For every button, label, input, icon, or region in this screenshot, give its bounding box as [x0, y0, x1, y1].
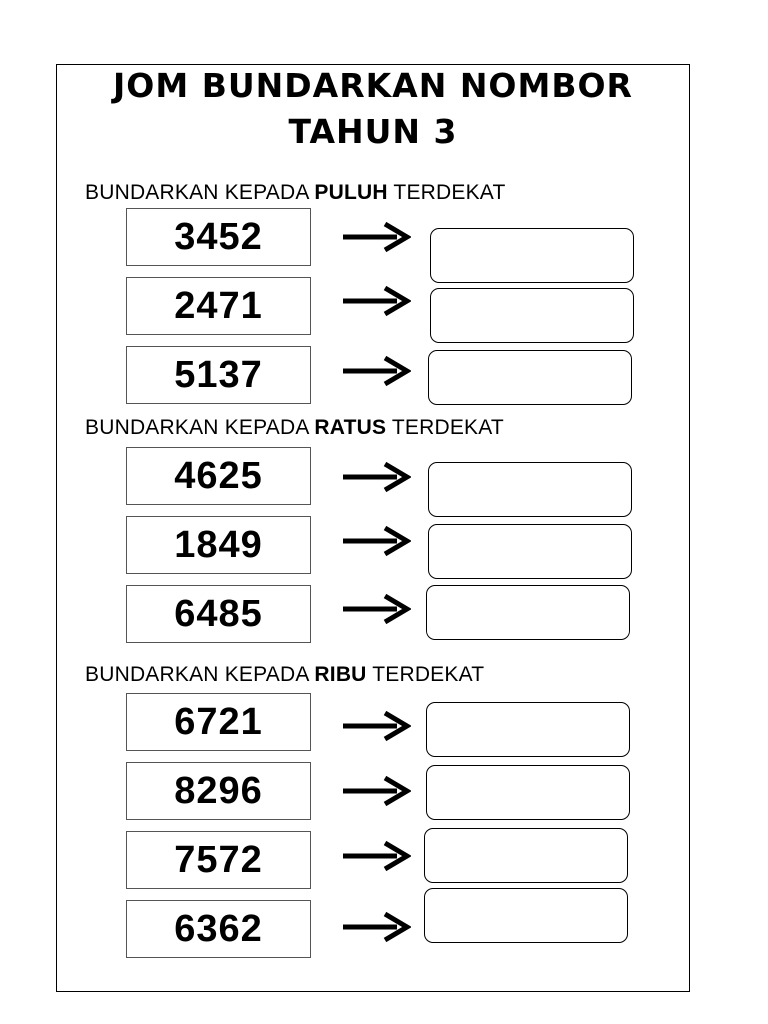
number-box: 5137 — [126, 346, 311, 404]
worksheet-title: JOM BUNDARKAN NOMBOR — [113, 66, 633, 105]
number-box: 2471 — [126, 277, 311, 335]
section-heading-suffix: TERDEKAT — [386, 416, 504, 439]
section-heading-ribu — [85, 664, 484, 685]
right-arrow-icon — [341, 593, 411, 625]
number-box: 4625 — [126, 447, 311, 505]
section-heading-suffix: TERDEKAT — [387, 181, 506, 204]
right-arrow-icon — [341, 840, 411, 872]
right-arrow-icon — [341, 911, 411, 943]
right-arrow-icon — [341, 710, 411, 742]
answer-box[interactable] — [430, 288, 634, 343]
number-box: 6721 — [126, 693, 311, 751]
right-arrow-icon — [341, 285, 411, 317]
answer-box[interactable] — [424, 888, 628, 943]
right-arrow-icon — [341, 355, 411, 387]
section-heading-keyword: RIBU — [314, 663, 367, 686]
number-box: 8296 — [126, 762, 311, 820]
answer-box[interactable] — [428, 462, 632, 517]
right-arrow-icon — [341, 221, 411, 253]
number-box: 7572 — [126, 831, 311, 889]
section-heading-suffix: TERDEKAT — [366, 663, 485, 686]
number-box: 1849 — [126, 516, 311, 574]
section-heading-ratus — [85, 417, 504, 438]
answer-box[interactable] — [426, 702, 630, 757]
answer-box[interactable] — [426, 765, 630, 820]
number-box: 6362 — [126, 900, 311, 958]
answer-box[interactable] — [428, 350, 632, 405]
section-heading-keyword: RATUS — [314, 416, 387, 439]
right-arrow-icon — [341, 525, 411, 557]
worksheet — [56, 64, 690, 992]
answer-box[interactable] — [424, 828, 628, 883]
section-heading-puluh — [85, 182, 505, 203]
right-arrow-icon — [341, 461, 411, 493]
answer-box[interactable] — [428, 524, 632, 579]
worksheet-subtitle: TAHUN 3 — [288, 112, 458, 151]
number-box: 6485 — [126, 585, 311, 643]
section-heading-keyword: PULUH — [314, 181, 388, 204]
section-heading-prefix: BUNDARKAN KEPADA — [85, 663, 315, 686]
right-arrow-icon — [341, 775, 411, 807]
number-box: 3452 — [126, 208, 311, 266]
section-heading-prefix: BUNDARKAN KEPADA — [85, 181, 315, 204]
answer-box[interactable] — [426, 585, 630, 640]
answer-box[interactable] — [430, 228, 634, 283]
section-heading-prefix: BUNDARKAN KEPADA — [85, 416, 315, 439]
